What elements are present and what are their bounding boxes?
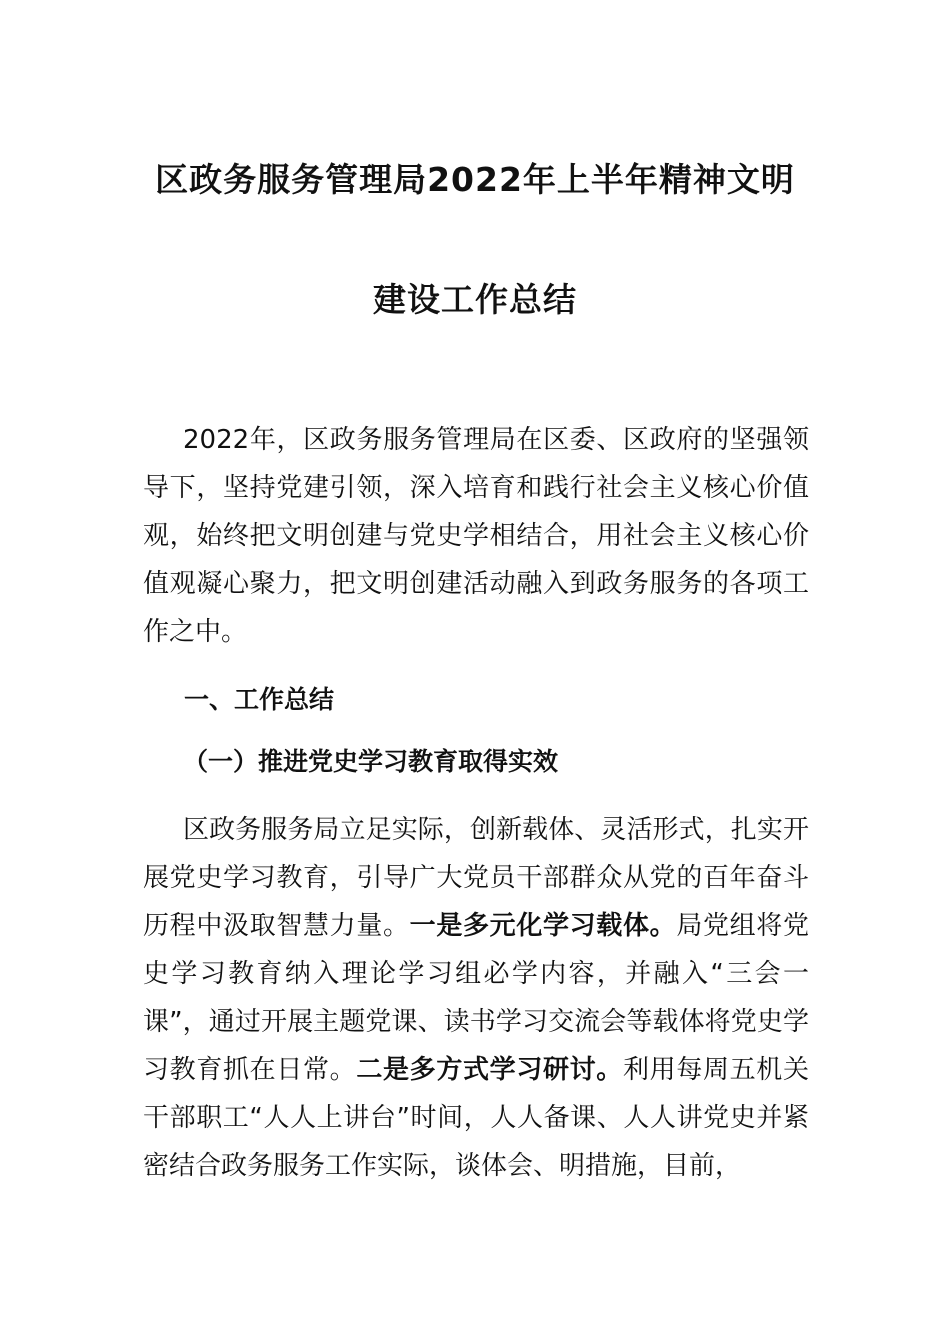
paragraph-text-segment: 利用每周五机关干部职工“人人上讲台”时间，人人备课、人人讲党史并紧密结合政务服务工作实际，谈体会、明措施，目前，: [143, 1055, 809, 1181]
document-title-line-1: 区政务服务管理局2022年上半年精神文明: [155, 160, 795, 199]
paragraph-text-segment: 区政务服务局立足实际，创新载体、灵活形式，扎实开展党史学习教育，引导广大党员干部群众从党的百年奋斗历程中汲取智慧力量。: [143, 815, 809, 941]
subsection-heading-party-history: （一）推进党史学习教育取得实效: [183, 747, 559, 776]
bold-point-two: 二是多方式学习研讨。: [356, 1055, 623, 1085]
intro-paragraph: 2022年，区政务服务管理局在区委、区政府的坚强领导下，坚持党建引领，深入培育和践行社会主义核心价值观，始终把文明创建与党史学相结合，用社会主义核心价值观凝心聚力，把文明创建活动融入到政务服务的各项工作之中。: [143, 425, 809, 647]
paragraph-text-segment: 局党组将党史学习教育纳入理论学习组必学内容，并融入“三会一课”，通过开展主题党课、读书学习交流会等载体将党史学习教育抓在日常。: [143, 911, 809, 1085]
body-paragraph-party-history: [143, 806, 809, 1190]
bold-point-one: 一是多元化学习载体。: [409, 911, 677, 941]
document-title-line-2: 建设工作总结: [373, 280, 577, 319]
section-heading-summary: 一、工作总结: [184, 685, 335, 714]
